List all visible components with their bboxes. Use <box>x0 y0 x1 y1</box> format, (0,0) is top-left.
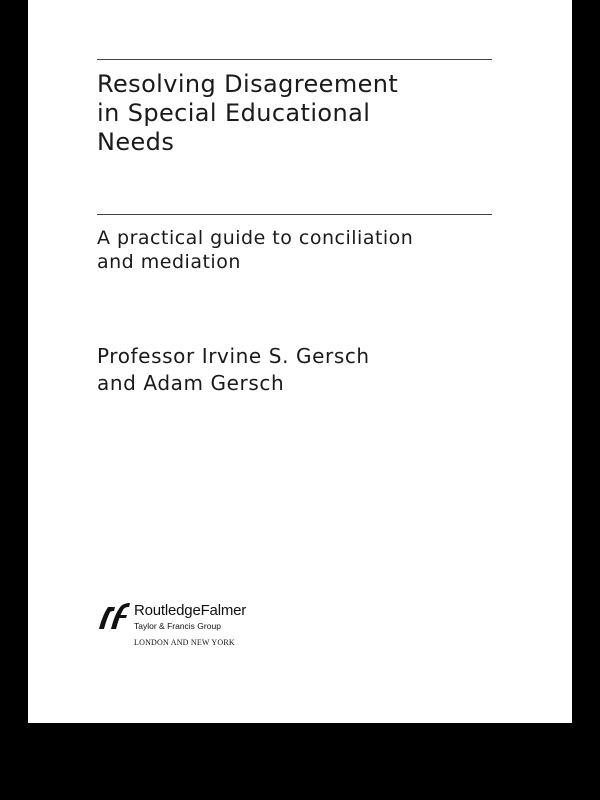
publisher-group: Taylor & Francis Group <box>134 621 221 631</box>
publisher-imprint <box>96 599 336 651</box>
title-page <box>28 0 572 723</box>
author-line: and Adam Gersch <box>97 371 285 395</box>
book-title-line: Needs <box>97 128 175 156</box>
author-line: Professor Irvine S. Gersch <box>97 344 370 368</box>
book-subtitle-line: and mediation <box>97 251 241 273</box>
publisher-cities: LONDON AND NEW YORK <box>134 638 235 647</box>
middle-divider <box>97 214 492 215</box>
book-title-line: Resolving Disagreement <box>97 70 399 98</box>
book-subtitle-line: A practical guide to conciliation <box>97 227 414 249</box>
book-title-line: in Special Educational <box>97 99 371 127</box>
book-authors <box>97 343 537 397</box>
publisher-name: RoutledgeFalmer <box>134 602 247 619</box>
routledge-falmer-logo-icon <box>96 601 132 631</box>
book-subtitle <box>97 226 537 274</box>
book-title <box>97 70 537 157</box>
top-divider <box>97 59 492 60</box>
